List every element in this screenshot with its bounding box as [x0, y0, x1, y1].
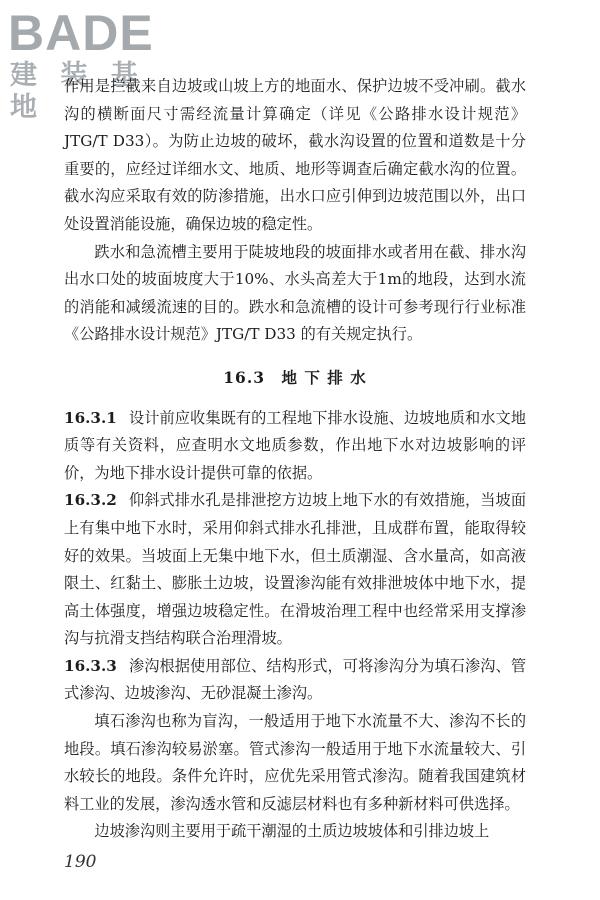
clause-number: 16.3.3: [64, 656, 117, 675]
section-heading: 16.3 地 下 排 水: [223, 367, 367, 387]
paragraph-drop-chute: 跌水和急流槽主要用于陡坡地段的坡面排水或者用在截、排水沟出水口处的坡面坡度大于10%、水头高差大于1m的地段，达到水流的消能和减缓流速的目的。跌水和急流槽的设计可参考现行行业标准《公路排水设计规范》JTG/T D33 的有关规定执行。: [64, 242, 526, 344]
paragraph-continuation: 作用是拦截来自边坡或山坡上方的地面水、保护边坡不受冲刷。截水沟的横断面尺寸需经流量计算确定（详见《公路排水设计规范》JTG/T D33）。为防止边坡的破坏，截水沟设置的位置和道数是十分重要的，应经过详细水文、地质、地形等调查后确定截水沟的位置。截水沟应采取有效的防渗措施，出水口应引伸到边坡范围以外，出口处设置消能设施，确保边坡的稳定性。: [64, 77, 526, 233]
clause-16-3-2: [64, 487, 526, 653]
paragraph-stone-drain: 填石渗沟也称为盲沟，一般适用于地下水流量不大、渗沟不长的地段。填石渗沟较易淤塞。管式渗沟一般适用于地下水流量较大、引水较长的地段。条件允许时，应优先采用管式渗沟。随着我国建筑材料工业的发展，渗沟透水管和反滤层材料也有多种新材料可供选择。: [64, 712, 526, 813]
paragraph-slope-drain: 边坡渗沟则主要用于疏干潮湿的土质边坡坡体和引排边坡上: [94, 822, 490, 841]
clause-text: 设计前应收集既有的工程地下排水设施、边坡地质和水文地质等有关资料，应查明水文地质参数，作出地下水对边坡影响的评价，为地下排水设计提供可靠的依据。: [64, 408, 526, 482]
clause-text: 渗沟根据使用部位、结构形式，可将渗沟分为填石渗沟、管式渗沟、边坡渗沟、无砂混凝土渗沟。: [64, 656, 526, 703]
clause-16-3-1: [64, 405, 526, 488]
clause-16-3-3: [64, 653, 526, 708]
page-number: 190: [64, 852, 97, 872]
logo-text: BADE: [8, 5, 154, 61]
page-body: [64, 73, 526, 846]
clause-text: 仰斜式排水孔是排泄挖方边坡上地下水的有效措施，当坡面上有集中地下水时，采用仰斜式排水孔排泄，且成群布置，能取得较好的效果。当坡面上无集中地下水，但土质潮湿、含水量高，如高液限土、红黏土、膨胀土边坡，设置渗沟能有效排泄坡体中地下水，提高土体强度，增强边坡稳定性。在滑坡治理工程中也经常采用支撑渗沟与抗滑支挡结构联合治理滑坡。: [64, 491, 526, 648]
clause-number: 16.3.1: [64, 408, 117, 427]
logo-subtext: 建 装 基 地: [10, 60, 145, 123]
clause-number: 16.3.2: [64, 491, 117, 510]
